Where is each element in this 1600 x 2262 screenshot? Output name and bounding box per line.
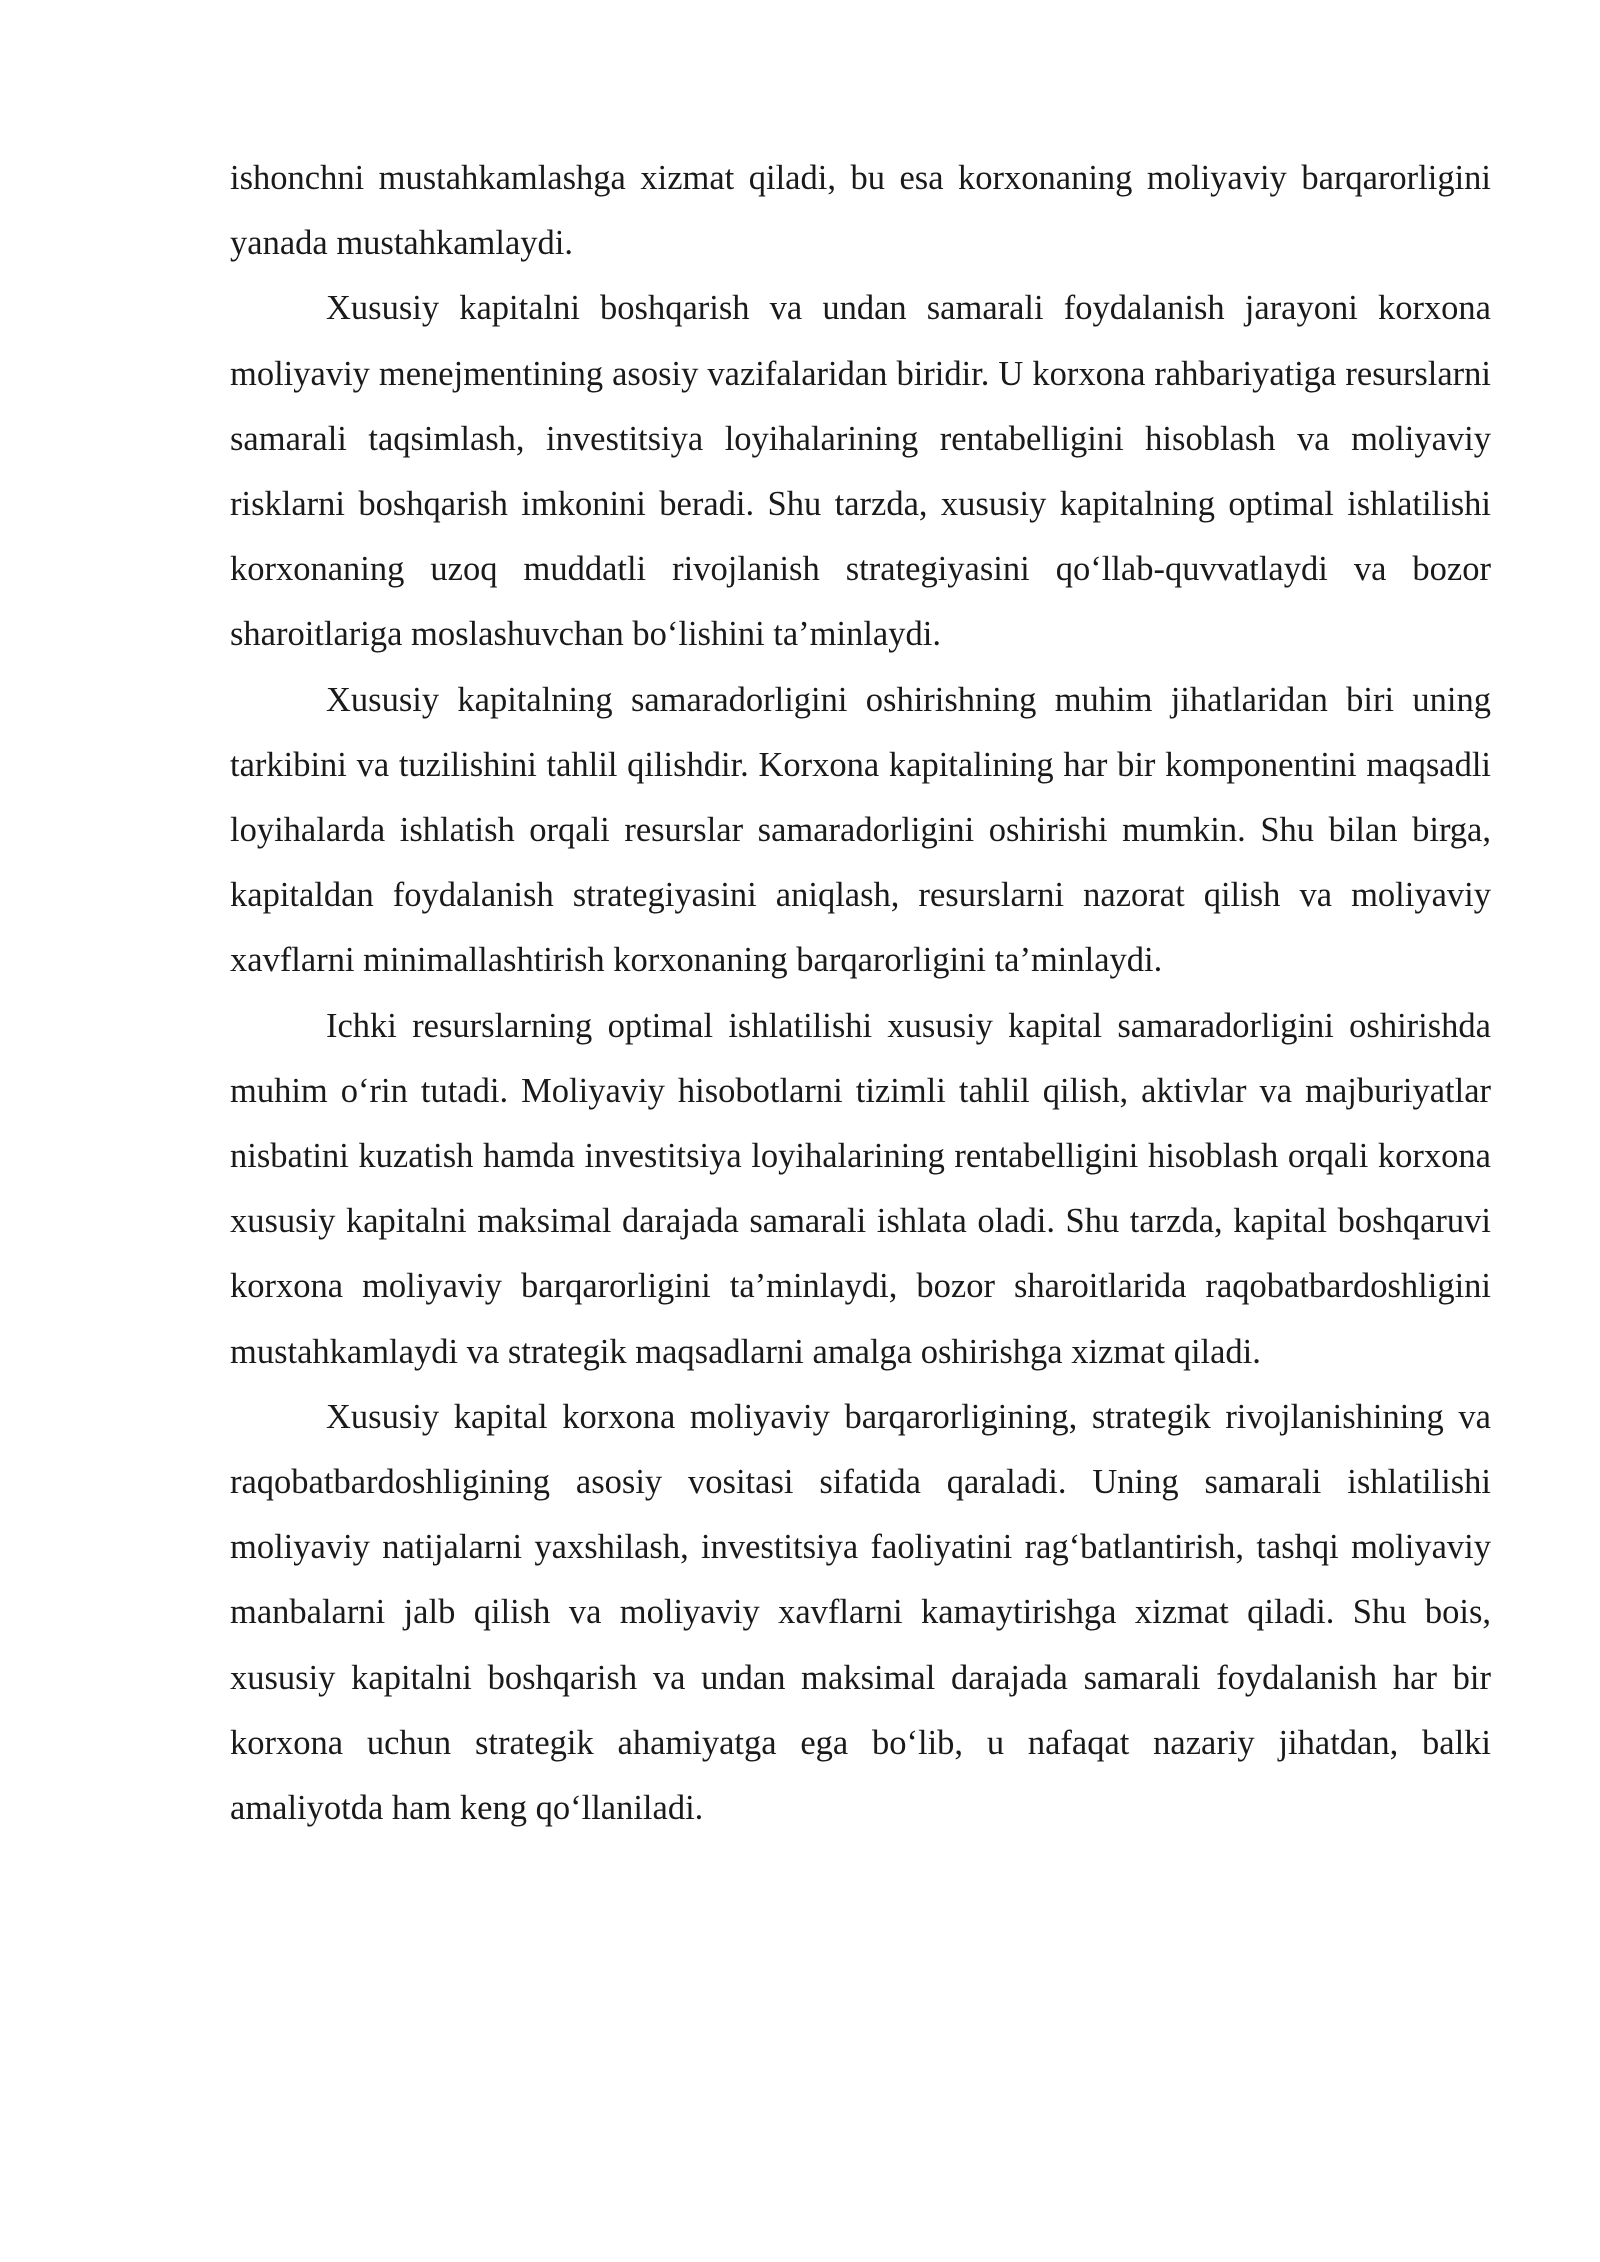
paragraph-5: Xususiy kapital korxona moliyaviy barqarorligining, strategik rivojlanishining va raqobatbardoshligining asosiy vositasi sifatida qaraladi. Uning samarali ishlatilishi moliyaviy natijalarni yaxshilash, investitsiya faoliyatini rag‘batlantirish, tashqi moliyaviy manbalarni jalb qilish va moliyaviy xavflarni kamaytirishga xizmat qiladi. Shu bois, xususiy kapitalni boshqarish va undan maksimal darajada samarali foydalanish har bir korxona uchun strategik ahamiyatga ega bo‘lib, u nafaqat nazariy jihatdan, balki amaliyotda ham keng qo‘llaniladi. — [230, 1397, 1491, 1828]
document-body — [230, 146, 1491, 1841]
paragraph-2: Xususiy kapitalni boshqarish va undan samarali foydalanish jarayoni korxona moliyaviy menejmentining asosiy vazifalaridan biridir. U korxona rahbariyatiga resurslarni samarali taqsimlash, investitsiya loyihalarining rentabelligini hisoblash va moliyaviy risklarni boshqarish imkonini beradi. Shu tarzda, xususiy kapitalning optimal ishlatilishi korxonaning uzoq muddatli rivojlanish strategiyasini qo‘llab-quvvatlaydi va bozor sharoitlariga moslashuvchan bo‘lishini ta’minlaydi. — [230, 289, 1491, 654]
paragraph-3: Xususiy kapitalning samaradorligini oshirishning muhim jihatlaridan biri uning tarkibini va tuzilishini tahlil qilishdir. Korxona kapitalining har bir komponentini maqsadli loyihalarda ishlatish orqali resurslar samaradorligini oshirishi mumkin. Shu bilan birga, kapitaldan foydalanish strategiyasini aniqlash, resurslarni nazorat qilish va moliyaviy xavflarni minimallashtirish korxonaning barqarorligini ta’minlaydi. — [230, 680, 1491, 980]
paragraph-4: Ichki resurslarning optimal ishlatilishi xususiy kapital samaradorligini oshirishda muhim o‘rin tutadi. Moliyaviy hisobotlarni tizimli tahlil qilish, aktivlar va majburiyatlar nisbatini kuzatish hamda investitsiya loyihalarining rentabelligini hisoblash orqali korxona xususiy kapitalni maksimal darajada samarali ishlata oladi. Shu tarzda, kapital boshqaruvi korxona moliyaviy barqarorligini ta’minlaydi, bozor sharoitlarida raqobatbardoshligini mustahkamlaydi va strategik maqsadlarni amalga oshirishga xizmat qiladi. — [230, 1006, 1491, 1371]
paragraph-1: ishonchni mustahkamlashga xizmat qiladi, bu esa korxonaning moliyaviy barqarorligini yanada mustahkamlaydi. — [230, 159, 1491, 263]
